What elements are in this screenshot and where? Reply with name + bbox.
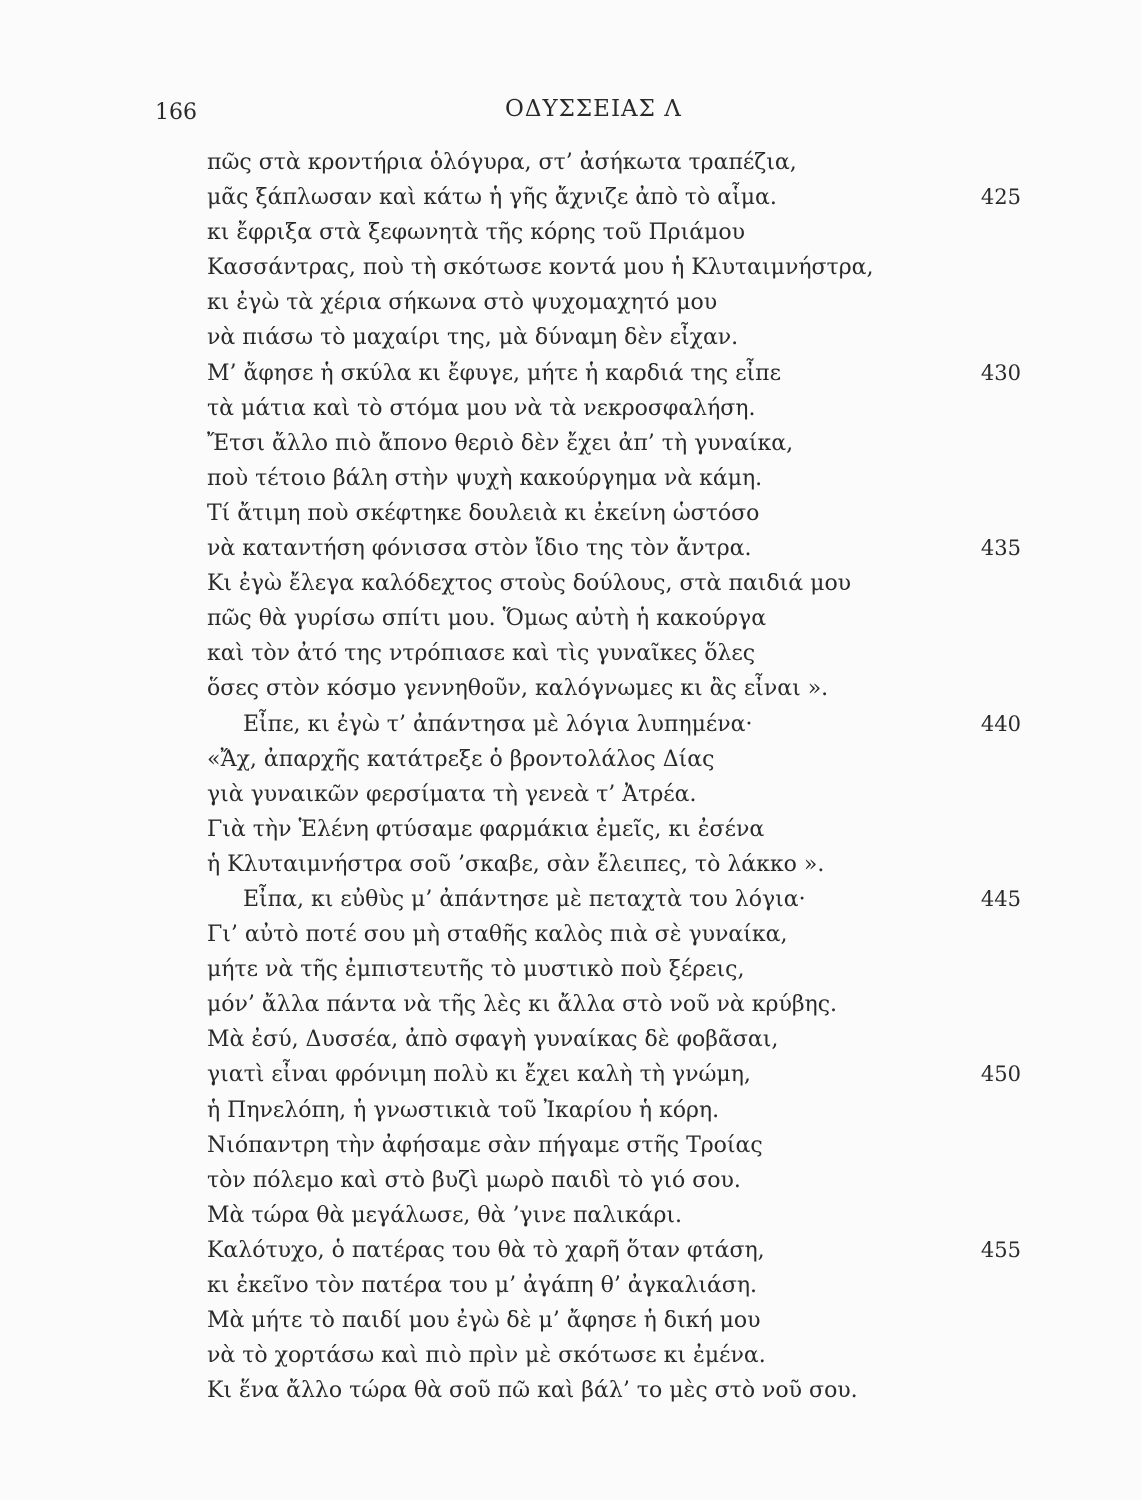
- verse-text: κι ἐκεῖνο τὸν πατέρα του μ’ ἀγάπη θ’ ἀγκαλιάση.: [207, 1273, 758, 1298]
- verse-line: [207, 882, 1027, 917]
- verse-line: [207, 426, 1027, 461]
- verse-line: [207, 215, 1027, 250]
- verse-text: ἡ Κλυταιμνήστρα σοῦ ’σκαβε, σὰν ἔλειπες, τὸ λάκκο ».: [207, 851, 825, 877]
- verse-text: Νιόπαντρη τὴν ἀφήσαμε σὰν πήγαμε στῆς Τροίας: [207, 1132, 763, 1158]
- verse-text: Κασσάντρας, ποὺ τὴ σκότωσε κοντά μου ἡ Κλυταιμνήστρα,: [207, 255, 874, 281]
- verse-line: [207, 917, 1027, 952]
- verse-line: [207, 1268, 1027, 1303]
- verse-text: Εἶπε, κι ἐγὼ τ’ ἀπάντησα μὲ λόγια λυπημένα·: [243, 711, 753, 737]
- verse-line: [207, 812, 1027, 847]
- verse-text: γιὰ γυναικῶν φερσίματα τὴ γενεὰ τ’ Ἀτρέα.: [207, 781, 697, 807]
- verse-line: [207, 671, 1027, 706]
- verse-line: [207, 1163, 1027, 1198]
- verse-text: γιατὶ εἶναι φρόνιμη πολὺ κι ἔχει καλὴ τὴ γνώμη,: [207, 1062, 751, 1088]
- verse-line: [207, 320, 1027, 355]
- verse-text: καὶ τὸν ἀτό της ντρόπιασε καὶ τὶς γυναῖκες ὅλες: [207, 641, 756, 667]
- verse-line: [207, 1233, 1027, 1268]
- page-number: 166: [155, 100, 197, 125]
- verse-line: [207, 1022, 1027, 1057]
- verse-text: νὰ τὸ χορτάσω καὶ πιὸ πρὶν μὲ σκότωσε κι ἐμένα.: [207, 1343, 766, 1369]
- verse-text: ἡ Πηνελόπη, ἡ γνωστικιὰ τοῦ Ἰκαρίου ἡ κόρη.: [207, 1097, 720, 1123]
- line-number: 450: [980, 1062, 1021, 1087]
- verse-text: μόν’ ἄλλα πάντα νὰ τῆς λὲς κι ἄλλα στὸ νοῦ νὰ κρύβης.: [207, 992, 838, 1018]
- verse-text: Ἔτσι ἄλλο πιὸ ἄπονο θεριὸ δὲν ἔχει ἀπ’ τὴ γυναίκα,: [207, 430, 794, 456]
- verse-text: ποὺ τέτοιο βάλη στὴν ψυχὴ κακούργημα νὰ κάμη.: [207, 465, 763, 491]
- line-number: 455: [980, 1237, 1021, 1262]
- line-number: 425: [980, 185, 1021, 210]
- verse-text: κι ἐγὼ τὰ χέρια σήκωνα στὸ ψυχομαχητό μου: [207, 290, 718, 316]
- verse-text: «Ἄχ, ἀπαρχῆς κατάτρεξε ὁ βροντολάλος Δίας: [207, 746, 715, 772]
- verse-line: [207, 1198, 1027, 1233]
- verse-line: [207, 285, 1027, 320]
- verse-text: Κι ἕνα ἄλλο τώρα θὰ σοῦ πῶ καὶ βάλ’ το μὲς στὸ νοῦ σου.: [207, 1378, 858, 1404]
- verse-text: μᾶς ξάπλωσαν καὶ κάτω ἡ γῆς ἄχνιζε ἀπὸ τὸ αἷμα.: [207, 185, 777, 211]
- verse-text: Καλότυχο, ὁ πατέρας του θὰ τὸ χαρῆ ὅταν φτάση,: [207, 1237, 765, 1263]
- verse-line: [207, 566, 1027, 601]
- line-number: 440: [980, 711, 1021, 736]
- verse-text: ὅσες στὸν κόσμο γεννηθοῦν, καλόγνωμες κι ἂς εἶναι ».: [207, 676, 829, 702]
- verse-line: [207, 1057, 1027, 1092]
- verse-line: [207, 145, 1027, 180]
- running-title: ΟΔΥΣΣΕΙΑΣ Λ: [505, 96, 682, 122]
- verse-line: [207, 531, 1027, 566]
- verse-text: Μ’ ἄφησε ἡ σκύλα κι ἔφυγε, μήτε ἡ καρδιά της εἶπε: [207, 360, 781, 386]
- verse-text: Εἶπα, κι εὐθὺς μ’ ἀπάντησε μὲ πεταχτὰ του λόγια·: [243, 886, 806, 912]
- verse-line: [207, 461, 1027, 496]
- verse-line: [207, 601, 1027, 636]
- verse-line: [207, 250, 1027, 285]
- verse-line: [207, 356, 1027, 391]
- verse-text: τὰ μάτια καὶ τὸ στόμα μου νὰ τὰ νεκροσφαλήση.: [207, 395, 756, 421]
- verse-text: νὰ καταντήση φόνισσα στὸν ἴδιο της τὸν ἄντρα.: [207, 536, 752, 562]
- verse-line: [207, 1373, 1027, 1408]
- verse-line: [207, 742, 1027, 777]
- verse-line: [207, 1128, 1027, 1163]
- verse-text: νὰ πιάσω τὸ μαχαίρι της, μὰ δύναμη δὲν εἶχαν.: [207, 325, 739, 351]
- verse-line: [207, 1338, 1027, 1373]
- verse-text: Μὰ ἐσύ, Δυσσέα, ἀπὸ σφαγὴ γυναίκας δὲ φοβᾶσαι,: [207, 1027, 779, 1053]
- verse-text: πῶς θὰ γυρίσω σπίτι μου. Ὅμως αὐτὴ ἡ κακούργα: [207, 606, 767, 632]
- verse-text: Γι’ αὐτὸ ποτέ σου μὴ σταθῆς καλὸς πιὰ σὲ γυναίκα,: [207, 922, 788, 948]
- verse-line: [207, 636, 1027, 671]
- verse-text: Μὰ τώρα θὰ μεγάλωσε, θὰ ’γινε παλικάρι.: [207, 1202, 683, 1228]
- verse-line: [207, 777, 1027, 812]
- verse-text: Τί ἄτιμη ποὺ σκέφτηκε δουλειὰ κι ἐκείνη ὡστόσο: [207, 500, 760, 526]
- verse-line: [207, 391, 1027, 426]
- verse-text: πῶς στὰ κροντήρια ὁλόγυρα, στ’ ἀσήκωτα τραπέζια,: [207, 150, 797, 175]
- line-number: 435: [980, 536, 1021, 561]
- verse-text: μήτε νὰ τῆς ἐμπιστευτῆς τὸ μυστικὸ ποὺ ξέρεις,: [207, 957, 745, 983]
- line-number: 445: [980, 886, 1021, 911]
- verse-line: [207, 496, 1027, 531]
- verse-text: Μὰ μήτε τὸ παιδί μου ἐγὼ δὲ μ’ ἄφησε ἡ δική μου: [207, 1308, 761, 1334]
- verse-line: [207, 180, 1027, 215]
- verse-line: [207, 1303, 1027, 1338]
- verse-line: [207, 707, 1027, 742]
- verse-text: Κι ἐγὼ ἔλεγα καλόδεχτος στοὺς δούλους, στὰ παιδιά μου: [207, 571, 852, 597]
- poem-text: [207, 145, 1027, 1408]
- verse-line: [207, 847, 1027, 882]
- verse-line: [207, 987, 1027, 1022]
- verse-line: [207, 1093, 1027, 1128]
- verse-text: κι ἔφριξα στὰ ξεφωνητὰ τῆς κόρης τοῦ Πριάμου: [207, 220, 745, 246]
- line-number: 430: [980, 360, 1021, 385]
- verse-text: τὸν πόλεμο καὶ στὸ βυζὶ μωρὸ παιδὶ τὸ γιό σου.: [207, 1167, 741, 1193]
- verse-text: Γιὰ τὴν Ἑλένη φτύσαμε φαρμάκια ἐμεῖς, κι ἐσένα: [207, 816, 765, 842]
- verse-line: [207, 952, 1027, 987]
